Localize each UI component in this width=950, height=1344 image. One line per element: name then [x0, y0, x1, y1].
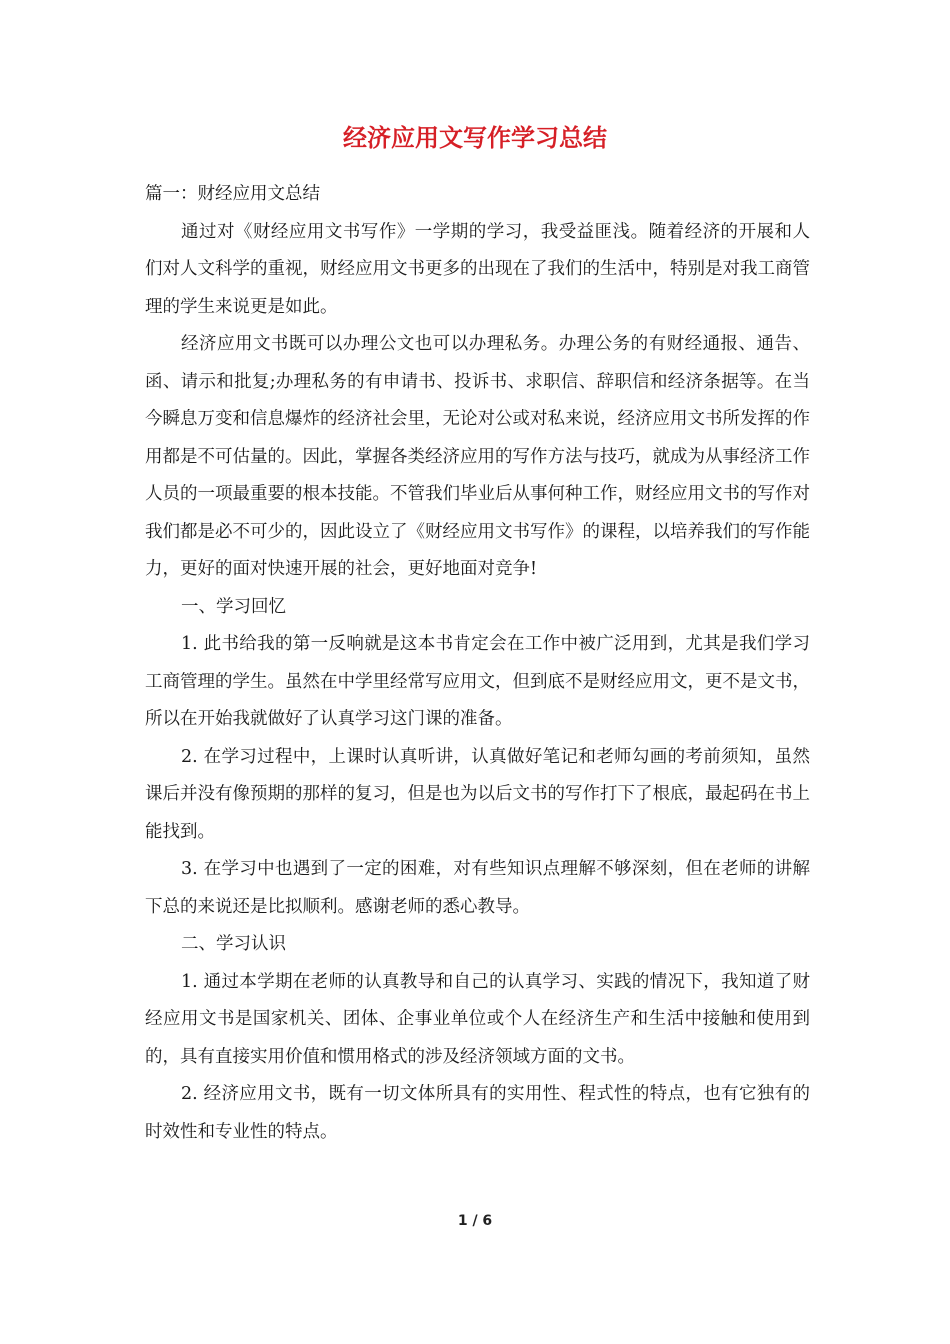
paragraph-intro: 通过对《财经应用文书写作》一学期的学习，我受益匪浅。随着经济的开展和人们对人文科学的重视，财经应用文书更多的出现在了我们的生活中，特别是对我工商管理的学生来说更是如此。 [145, 221, 810, 317]
list-item: 2. 在学习过程中，上课时认真听讲，认真做好笔记和老师勾画的考前须知，虽然课后并没有像预期的那样的复习，但是也为以后文书的写作打下了根底，最起码在书上能找到。 [145, 746, 810, 842]
list-item: 3. 在学习中也遇到了一定的困难，对有些知识点理解不够深刻，但在老师的讲解下总的来说还是比拟顺利。感谢老师的悉心教导。 [145, 859, 810, 917]
list-item: 1. 此书给我的第一反响就是这本书肯定会在工作中被广泛用到，尤其是我们学习工商管理的学生。虽然在中学里经常写应用文，但到底不是财经应用文，更不是文书，所以在开始我就做好了认真学习这门课的准备。 [145, 634, 810, 729]
document-title: 经济应用文写作学习总结 [343, 124, 607, 152]
list-item: 1. 通过本学期在老师的认真教导和自己的认真学习、实践的情况下，我知道了财经应用文书是国家机关、团体、企事业单位或个人在经济生产和生活中接触和使用到的，具有直接实用价值和惯用格式的涉及经济领域方面的文书。 [145, 971, 810, 1067]
page-indicator: 1 / 6 [457, 1213, 493, 1229]
section-heading-understanding: 二、学习认识 [181, 934, 286, 954]
paragraph-importance: 经济应用文书既可以办理公文也可以办理私务。办理公务的有财经通报、通告、函、请示和批复;办理私务的有申请书、投诉书、求职信、辞职信和经济条据等。在当今瞬息万变和信息爆炸的经济社会里，无论对公或对私来说，经济应用文书所发挥的作用都是不可估量的。因此，掌握各类经济应用的写作方法与技巧，就成为从事经济工作人员的一项最重要的根本技能。不管我们毕业后从事何种工作，财经应用文书的写作对我们都是必不可少的，因此设立了《财经应用文书写作》的课程，以培养我们的写作能力，更好的面对快速开展的社会，更好地面对竞争! [145, 334, 810, 579]
list-item: 2. 经济应用文书，既有一切文体所具有的实用性、程式性的特点，也有它独有的时效性和专业性的特点。 [145, 1084, 810, 1142]
section-label: 篇一：财经应用文总结 [145, 184, 320, 204]
document-body [145, 176, 810, 1151]
section-heading-review: 一、学习回忆 [181, 596, 286, 617]
